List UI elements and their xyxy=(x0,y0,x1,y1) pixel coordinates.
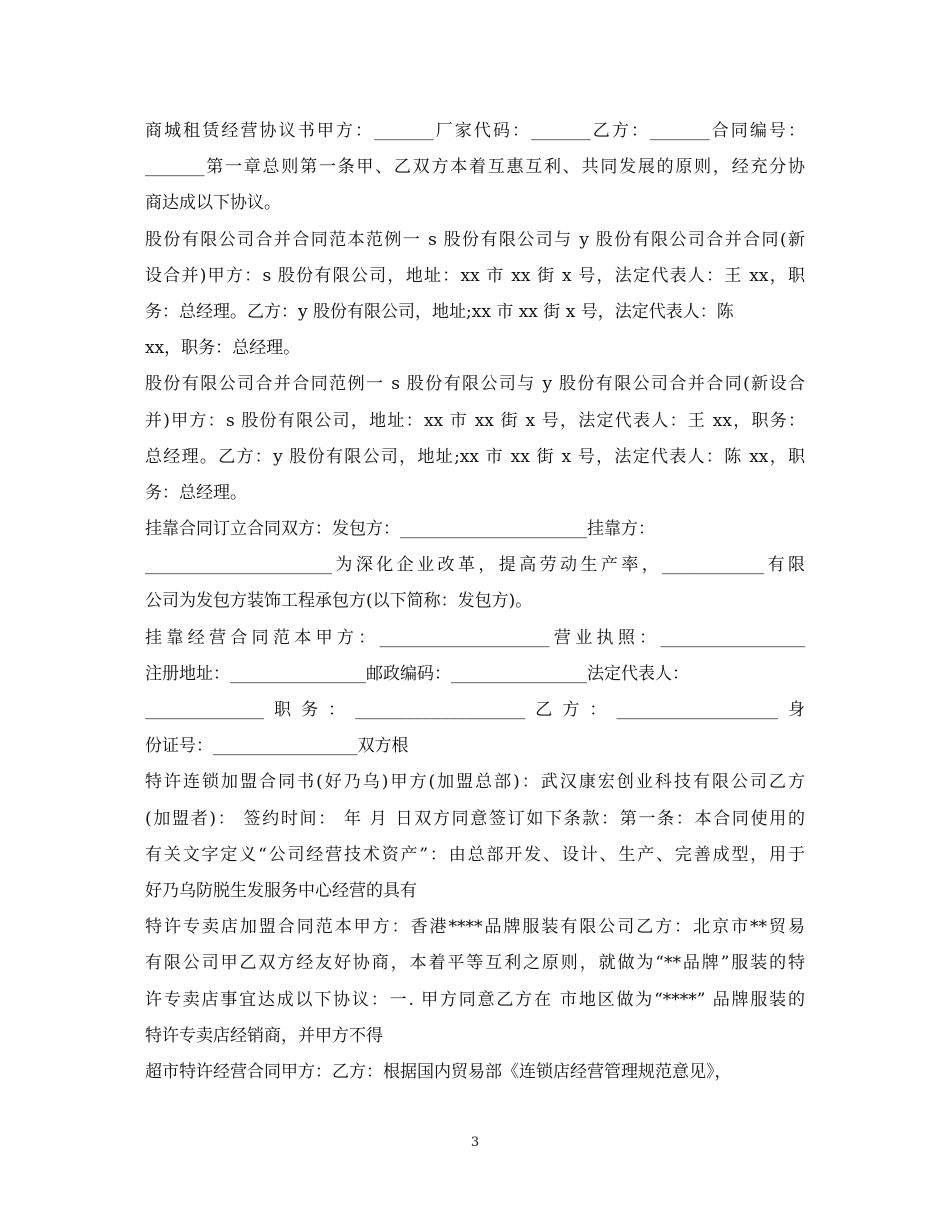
paragraph-merger-template xyxy=(145,222,805,367)
text-line: 份证号：_________________双方根 xyxy=(145,736,409,757)
text-line: (加盟者)： 签约时间： 年 月 日双方同意签订如下条款：第一条：本合同使用的 xyxy=(145,808,805,829)
text-line: ______________________为深化企业改革，提高劳动生产率，____________有限 xyxy=(145,555,805,576)
paragraph-merger-example xyxy=(145,366,805,511)
text-line: 股份有限公司合并合同范例一 s 股份有限公司与 y 股份有限公司合并合同(新设合 xyxy=(145,374,805,395)
paragraph-mall-lease xyxy=(145,113,805,222)
text-line: 特许连锁加盟合同书(好乃乌)甲方(加盟总部)：武汉康宏创业科技有限公司乙方 xyxy=(145,772,805,793)
text-line: 特许专卖店加盟合同范本甲方：香港****品牌服装有限公司乙方：北京市**贸易 xyxy=(145,917,805,938)
text-line: 务：总经理。 xyxy=(145,482,247,503)
text-line: 股份有限公司合并合同范本范例一 s 股份有限公司与 y 股份有限公司合并合同(新 xyxy=(145,229,805,250)
paragraph-affiliation-operation xyxy=(145,620,805,765)
text-line: 总经理。乙方：y 股份有限公司，地址;xx 市 xx 街 x 号，法定代表人：陈 xx，职 xyxy=(145,446,805,467)
text-line: 务：总经理。乙方：y 股份有限公司，地址;xx 市 xx 街 x 号，法定代表人：陈 xyxy=(145,301,734,322)
page-number: 3 xyxy=(470,1135,480,1150)
paragraph-supermarket-franchise xyxy=(145,1054,805,1090)
paragraph-franchise-store xyxy=(145,909,805,1054)
text-line: _______第一章总则第一条甲、乙双方本着互惠互利、共同发展的原则，经充分协 xyxy=(145,157,805,178)
paragraph-affiliation-contract xyxy=(145,511,805,620)
text-line: 有限公司甲乙双方经友好协商，本着平等互利之原则，就做为“**品牌”服装的特 xyxy=(145,953,805,974)
text-line: ______________职务：____________________乙方：___________________身 xyxy=(145,700,805,720)
text-line: 特许专卖店经销商，并甲方不得 xyxy=(145,1025,383,1046)
text-line: 并)甲方：s 股份有限公司，地址：xx 市 xx 街 x 号，法定代表人：王 xx，职务： xyxy=(145,410,805,431)
text-line: 注册地址：________________邮政编码：________________法定代表人： xyxy=(145,663,689,684)
text-line: 挂靠经营合同范本甲方：____________________营业执照：_________________ xyxy=(145,627,805,648)
text-line: 超市特许经营合同甲方：乙方：根据国内贸易部《连锁店经营管理规范意见》， xyxy=(145,1061,732,1082)
text-line: 商达成以下协议。 xyxy=(145,193,281,214)
paragraph-franchise-chain xyxy=(145,764,805,909)
text-line: xx，职务：总经理。 xyxy=(145,338,301,359)
document-body xyxy=(145,113,805,1090)
text-line: 挂靠合同订立合同双方：发包方：______________________挂靠方： xyxy=(145,519,655,540)
text-line: 许专卖店事宜达成以下协议：一. 甲方同意乙方在 市地区做为“****” 品牌服装的 xyxy=(145,989,805,1010)
text-line: 商城租赁经营协议书甲方：_______厂家代码：_______乙方：_______合同编号： xyxy=(145,121,805,141)
text-line: 有关文字定义“公司经营技术资产”：由总部开发、设计、生产、完善成型，用于 xyxy=(145,844,805,865)
text-line: 设合并)甲方：s 股份有限公司，地址：xx 市 xx 街 x 号，法定代表人：王 xx，职 xyxy=(145,265,805,286)
text-line: 好乃乌防脱生发服务中心经营的具有 xyxy=(145,880,417,901)
text-line: 公司为发包方装饰工程承包方(以下简称：发包方)。 xyxy=(145,591,533,612)
